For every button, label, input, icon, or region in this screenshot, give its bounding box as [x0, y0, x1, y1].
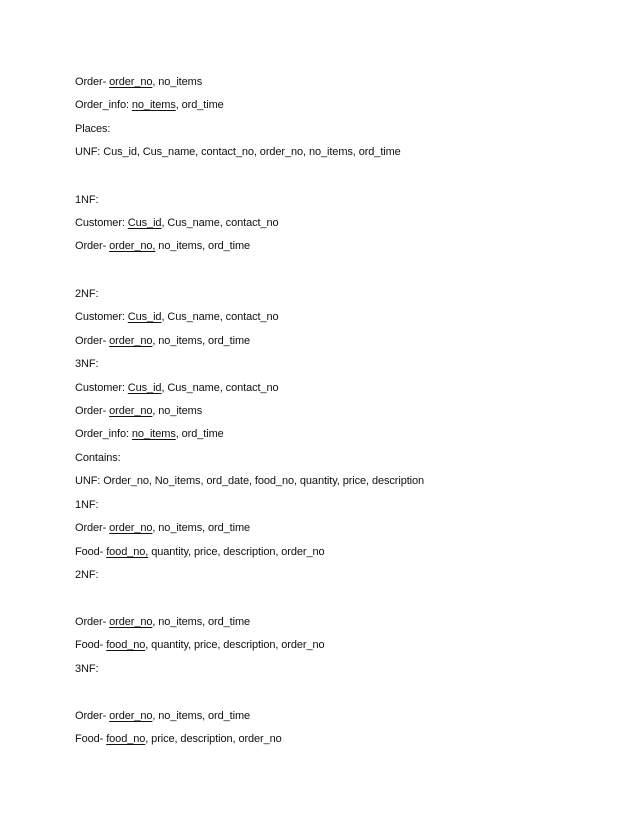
- line-text: 2NF:: [75, 288, 99, 300]
- underlined-key: food_no: [106, 639, 146, 651]
- line-text: 2NF:: [75, 569, 99, 581]
- underlined-key: food_no,: [106, 546, 149, 558]
- underlined-key: order_no: [109, 335, 153, 347]
- line-prefix: Order_info:: [75, 99, 132, 111]
- line-prefix: Order-: [75, 616, 110, 628]
- section-heading: [75, 451, 121, 465]
- line-suffix: , ord_time: [175, 428, 224, 440]
- text-line: [75, 239, 250, 253]
- text-line: [75, 521, 250, 535]
- text-line: [75, 334, 250, 348]
- underlined-key: no_items: [131, 99, 176, 111]
- line-prefix: Food-: [75, 733, 107, 745]
- underlined-key: no_items: [131, 428, 176, 440]
- section-heading: [75, 122, 110, 136]
- line-suffix: quantity, price, description, order_no: [148, 546, 325, 558]
- text-line: [75, 427, 224, 441]
- text-line: [75, 310, 279, 324]
- line-suffix: , Cus_name, contact_no: [161, 382, 279, 394]
- line-text: 1NF:: [75, 499, 99, 511]
- line-prefix: Order-: [75, 335, 110, 347]
- line-text: UNF: Cus_id, Cus_name, contact_no, order_no, no_items, ord_time: [75, 146, 401, 158]
- line-prefix: Order_info:: [75, 428, 132, 440]
- line-text: 3NF:: [75, 358, 99, 370]
- section-heading: [75, 357, 98, 371]
- text-line: [75, 474, 424, 488]
- text-line: [75, 404, 202, 418]
- section-heading: [75, 193, 98, 207]
- underlined-key: food_no: [106, 733, 146, 745]
- text-line: [75, 732, 282, 746]
- line-suffix: , ord_time: [175, 99, 224, 111]
- text-line: [75, 638, 325, 652]
- line-prefix: Food-: [75, 546, 107, 558]
- line-suffix: , no_items, ord_time: [152, 335, 251, 347]
- text-line: [75, 381, 279, 395]
- underlined-key: Cus_id: [127, 382, 162, 394]
- line-prefix: Order-: [75, 76, 110, 88]
- line-prefix: Customer:: [75, 217, 128, 229]
- underlined-key: order_no: [109, 710, 153, 722]
- line-suffix: , no_items: [152, 76, 203, 88]
- underlined-key: order_no,: [109, 240, 156, 252]
- underlined-key: order_no: [109, 522, 153, 534]
- line-prefix: Order-: [75, 710, 110, 722]
- text-line: [75, 98, 224, 112]
- underlined-key: Cus_id: [127, 217, 162, 229]
- underlined-key: Cus_id: [127, 311, 162, 323]
- line-suffix: , no_items, ord_time: [152, 522, 251, 534]
- line-suffix: , Cus_name, contact_no: [161, 217, 279, 229]
- text-line: [75, 216, 279, 230]
- section-heading: [75, 568, 98, 582]
- line-suffix: no_items, ord_time: [155, 240, 251, 252]
- line-text: Contains:: [75, 452, 121, 464]
- underlined-key: order_no: [109, 616, 153, 628]
- line-prefix: Order-: [75, 522, 110, 534]
- text-line: [75, 75, 202, 89]
- underlined-key: order_no: [109, 76, 153, 88]
- line-text: UNF: Order_no, No_items, ord_date, food_no, quantity, price, description: [75, 475, 425, 487]
- text-line: [75, 709, 250, 723]
- section-heading: [75, 662, 98, 676]
- line-prefix: Customer:: [75, 311, 128, 323]
- line-prefix: Order-: [75, 240, 110, 252]
- line-prefix: Order-: [75, 405, 110, 417]
- line-text: 3NF:: [75, 663, 99, 675]
- line-prefix: Food-: [75, 639, 107, 651]
- text-line: [75, 615, 250, 629]
- line-text: 1NF:: [75, 194, 99, 206]
- text-line: [75, 545, 325, 559]
- underlined-key: order_no: [109, 405, 153, 417]
- section-heading: [75, 287, 98, 301]
- line-suffix: , no_items, ord_time: [152, 616, 251, 628]
- text-line: [75, 145, 401, 159]
- line-suffix: , price, description, order_no: [145, 733, 282, 745]
- section-heading: [75, 498, 98, 512]
- line-text: Places:: [75, 123, 111, 135]
- line-suffix: , Cus_name, contact_no: [161, 311, 279, 323]
- line-suffix: , no_items, ord_time: [152, 710, 251, 722]
- line-suffix: , quantity, price, description, order_no: [145, 639, 325, 651]
- line-suffix: , no_items: [152, 405, 203, 417]
- line-prefix: Customer:: [75, 382, 128, 394]
